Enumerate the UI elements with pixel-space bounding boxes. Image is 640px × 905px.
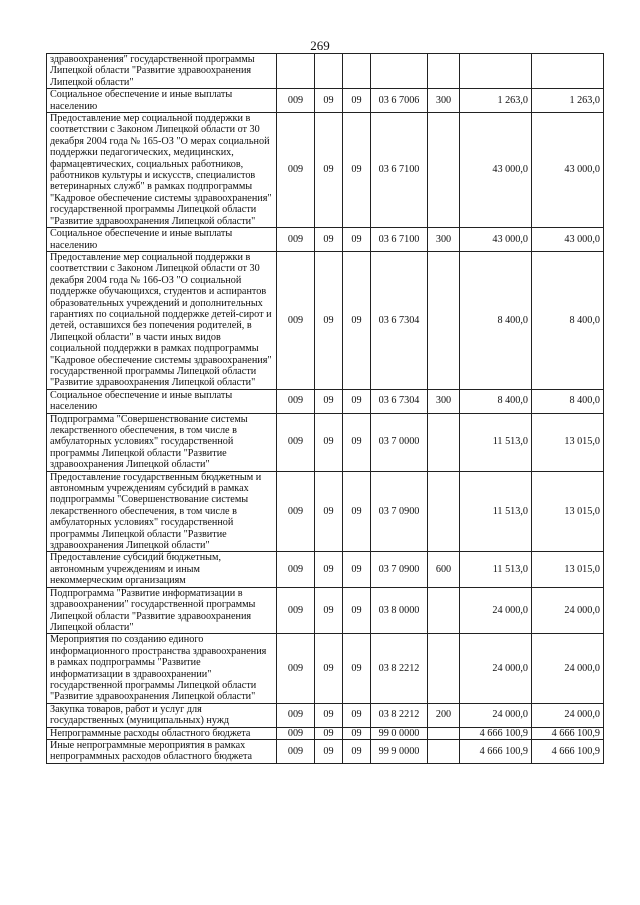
row-expense-type [428,413,460,471]
row-subsection: 09 [343,113,371,228]
row-subsection: 09 [343,389,371,413]
table-row [47,54,604,89]
row-expense-type [428,727,460,739]
table-row [47,251,604,389]
row-target-article: 03 8 2212 [371,703,428,727]
table-row [47,89,604,113]
row-section: 09 [315,739,343,763]
row-sum-year1: 24 000,0 [460,587,532,634]
table-row [47,552,604,587]
table-body [47,54,604,764]
row-sum-year2: 13 015,0 [532,413,604,471]
row-sum-year2: 8 400,0 [532,251,604,389]
row-expense-type: 300 [428,89,460,113]
row-admin-code: 009 [277,587,315,634]
row-subsection: 09 [343,634,371,703]
row-name: Социальное обеспечение и иные выплаты населению [47,389,277,413]
row-expense-type: 300 [428,228,460,252]
row-subsection: 09 [343,251,371,389]
row-section [315,54,343,89]
row-section: 09 [315,471,343,552]
row-sum-year2: 24 000,0 [532,634,604,703]
row-section: 09 [315,634,343,703]
row-admin-code: 009 [277,552,315,587]
row-sum-year1: 11 513,0 [460,552,532,587]
row-sum-year2: 13 015,0 [532,552,604,587]
row-section: 09 [315,113,343,228]
budget-table [46,53,604,764]
row-target-article [371,54,428,89]
row-sum-year2: 24 000,0 [532,587,604,634]
row-expense-type [428,251,460,389]
table-row [47,587,604,634]
row-name: Иные непрограммные мероприятия в рамках непрограммных расходов областного бюджета [47,739,277,763]
row-admin-code: 009 [277,471,315,552]
row-expense-type: 200 [428,703,460,727]
row-target-article: 03 7 0900 [371,552,428,587]
row-name: Предоставление государственным бюджетным и автономным учреждениям субсидий в рамках подпрограммы "Совершенствование системы лекарственного обеспечения, в том числе в амбулаторных условиях" государственной программы Липецкой области "Развитие здравоохранения Липецкой области" [47,471,277,552]
row-sum-year1: 24 000,0 [460,634,532,703]
row-target-article: 03 6 7100 [371,113,428,228]
row-admin-code: 009 [277,634,315,703]
row-sum-year1: 11 513,0 [460,413,532,471]
row-admin-code: 009 [277,113,315,228]
row-target-article: 03 6 7304 [371,389,428,413]
row-name: здравоохранения" государственной программы Липецкой области "Развитие здравоохранения Липецкой области" [47,54,277,89]
row-expense-type: 300 [428,389,460,413]
row-target-article: 03 6 7100 [371,228,428,252]
row-subsection: 09 [343,703,371,727]
row-sum-year1: 24 000,0 [460,703,532,727]
table-row [47,113,604,228]
row-sum-year2: 8 400,0 [532,389,604,413]
row-subsection: 09 [343,552,371,587]
row-expense-type [428,471,460,552]
row-target-article: 99 0 0000 [371,727,428,739]
row-sum-year2: 43 000,0 [532,113,604,228]
row-expense-type [428,113,460,228]
row-sum-year1: 4 666 100,9 [460,727,532,739]
row-target-article: 03 6 7304 [371,251,428,389]
row-name: Непрограммные расходы областного бюджета [47,727,277,739]
row-expense-type [428,634,460,703]
row-sum-year2: 13 015,0 [532,471,604,552]
table-row [47,739,604,763]
row-name: Предоставление субсидий бюджетным, автономным учреждениям и иным некоммерческим организациям [47,552,277,587]
row-sum-year2 [532,54,604,89]
table-row [47,634,604,703]
row-target-article: 03 7 0000 [371,413,428,471]
row-subsection: 09 [343,228,371,252]
row-name: Мероприятия по созданию единого информационного пространства здравоохранения в рамках подпрограммы "Развитие информатизации в здравоохранении" государственной программы Липецкой области "Развитие здравоохранения Липецкой области" [47,634,277,703]
row-name: Предоставление мер социальной поддержки в соответствии с Законом Липецкой области от 30 декабря 2004 года № 165-ОЗ "О мерах социальной поддержки педагогических, медицинских, фармацевтических, социальных работников, работников культуры и искусств, специалистов ветеринарных служб" в рамках подпрограммы "Кадровое обеспечение системы здравоохранения" государственной программы Липецкой области "Развитие здравоохранения Липецкой области" [47,113,277,228]
row-target-article: 03 7 0900 [371,471,428,552]
row-admin-code: 009 [277,739,315,763]
row-sum-year2: 4 666 100,9 [532,727,604,739]
row-admin-code: 009 [277,251,315,389]
row-admin-code: 009 [277,727,315,739]
row-subsection: 09 [343,471,371,552]
row-section: 09 [315,228,343,252]
row-name: Подпрограмма "Развитие информатизации в здравоохранении" государственной программы Липецкой области "Развитие здравоохранения Липецкой области" [47,587,277,634]
row-section: 09 [315,251,343,389]
table-row [47,727,604,739]
row-sum-year1: 43 000,0 [460,228,532,252]
row-target-article: 03 8 0000 [371,587,428,634]
row-sum-year2: 1 263,0 [532,89,604,113]
row-target-article: 03 6 7006 [371,89,428,113]
row-expense-type [428,54,460,89]
row-section: 09 [315,389,343,413]
row-target-article: 99 9 0000 [371,739,428,763]
row-sum-year1: 4 666 100,9 [460,739,532,763]
row-subsection: 09 [343,413,371,471]
row-section: 09 [315,89,343,113]
page-number: 269 [310,38,330,53]
row-expense-type [428,739,460,763]
row-admin-code: 009 [277,89,315,113]
table-row [47,228,604,252]
row-subsection: 09 [343,587,371,634]
table-row [47,389,604,413]
row-sum-year1: 43 000,0 [460,113,532,228]
row-section: 09 [315,587,343,634]
table-row [47,413,604,471]
row-section: 09 [315,703,343,727]
row-expense-type: 600 [428,552,460,587]
row-name: Социальное обеспечение и иные выплаты населению [47,89,277,113]
row-sum-year1: 8 400,0 [460,389,532,413]
row-section: 09 [315,552,343,587]
row-section: 09 [315,727,343,739]
row-admin-code: 009 [277,389,315,413]
row-subsection: 09 [343,89,371,113]
row-name: Закупка товаров, работ и услуг для государственных (муниципальных) нужд [47,703,277,727]
row-section: 09 [315,413,343,471]
table-row [47,703,604,727]
row-sum-year2: 43 000,0 [532,228,604,252]
row-target-article: 03 8 2212 [371,634,428,703]
row-admin-code [277,54,315,89]
row-admin-code: 009 [277,413,315,471]
row-sum-year2: 24 000,0 [532,703,604,727]
row-expense-type [428,587,460,634]
row-sum-year1: 1 263,0 [460,89,532,113]
row-name: Подпрограмма "Совершенствование системы лекарственного обеспечения, в том числе в амбулаторных условиях" государственной программы Липецкой области "Развитие здравоохранения Липецкой области" [47,413,277,471]
row-name: Предоставление мер социальной поддержки в соответствии с Законом Липецкой области от 30 декабря 2004 года № 166-ОЗ "О социальной поддержке обучающихся, студентов и аспирантов образовательных учреждений и дополнительных гарантиях по социальной поддержке детей-сирот и детей, оставшихся без попечения родителей, в Липецкой области" в части иных видов социальной поддержки в рамках подпрограммы "Кадровое обеспечение системы здравоохранения" государственной программы Липецкой области "Развитие здравоохранения Липецкой области" [47,251,277,389]
row-subsection [343,54,371,89]
row-name: Социальное обеспечение и иные выплаты населению [47,228,277,252]
row-subsection: 09 [343,727,371,739]
row-sum-year1 [460,54,532,89]
row-sum-year2: 4 666 100,9 [532,739,604,763]
row-sum-year1: 11 513,0 [460,471,532,552]
table-row [47,471,604,552]
row-subsection: 09 [343,739,371,763]
row-admin-code: 009 [277,703,315,727]
row-admin-code: 009 [277,228,315,252]
row-sum-year1: 8 400,0 [460,251,532,389]
